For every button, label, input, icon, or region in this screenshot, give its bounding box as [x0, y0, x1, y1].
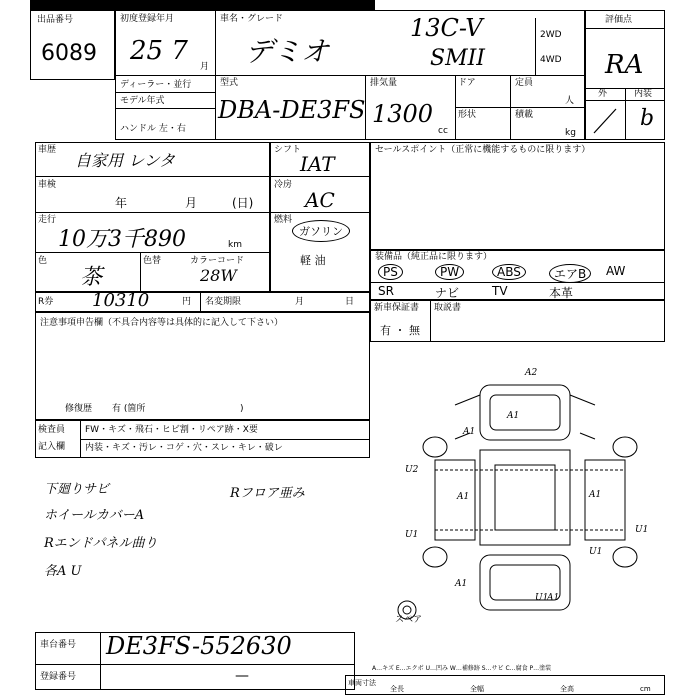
damage-mark-a1-bottom: A1: [547, 593, 560, 603]
inspector-label-1: 検査員: [38, 425, 66, 435]
notes-label: 注意事項申告欄（不具合内容等は具体的に記入して下さい）: [40, 318, 284, 328]
manual-yes-no: 有 ・ 無: [380, 324, 420, 337]
color-change-label: 色替: [143, 256, 162, 266]
damage-mark-a2: A2: [525, 368, 538, 378]
damage-legend: A…キズ E…エクボ U…凹み W…補修跡 S…サビ C…腐食 P…塗装: [372, 665, 552, 672]
recycle-label: R券: [38, 297, 54, 307]
equipment-item: エアB: [549, 264, 591, 283]
door-label: ドア: [458, 78, 476, 88]
handle-label: ハンドル 左・右: [120, 124, 186, 134]
equipment-item: AW: [606, 264, 626, 278]
size-unit: cm: [640, 685, 651, 693]
equipment-item: PW: [435, 264, 464, 280]
displacement-unit: cc: [438, 126, 448, 136]
damage-mark-a1-right: A1: [589, 490, 602, 500]
equipment-item: TV: [492, 284, 508, 298]
grade-sub: SMII: [430, 46, 485, 71]
equipment-item: PS: [378, 264, 403, 280]
dealer-label: ディーラー・並行: [120, 80, 192, 90]
equipment-row-2: [378, 284, 663, 300]
inspector-row-1: FW・キズ・飛石・ヒビ割・リペア跡・X要: [85, 425, 258, 435]
shift-value: IAT: [300, 152, 335, 176]
fuel-value: ガソリン: [292, 220, 350, 242]
equipment-label: 装備品（純正品に限ります）: [375, 252, 493, 262]
lot-number-box: [30, 10, 115, 80]
damage-mark-u1-right: U1: [635, 525, 649, 535]
shaken-year: 年: [115, 196, 128, 210]
damage-mark-a1-rear-left: A1: [455, 579, 468, 589]
usage-value: 自家用 レンタ: [75, 151, 176, 170]
size-label: 車両寸法: [348, 679, 376, 687]
shaken-day: (日): [232, 196, 254, 210]
equipment-item: ナビ: [435, 286, 460, 300]
eval-value: RA: [605, 50, 644, 80]
capacity-unit: 人: [565, 96, 575, 106]
repair-label: 修復歴: [65, 404, 93, 414]
color-label: 色: [38, 256, 48, 266]
first-reg-label: 初度登録年月: [120, 14, 175, 24]
damage-mark-a1-left: A1: [463, 427, 476, 437]
remark-3: Rエンドパネル曲り: [44, 536, 158, 551]
model-label: 車名・グレード: [220, 14, 284, 24]
damage-mark-a1-top: A1: [507, 411, 520, 421]
color-code-label: カラーコード: [190, 256, 245, 266]
shape-label: 形状: [458, 110, 477, 120]
car-diagram-svg: [395, 365, 665, 630]
ac-label: 冷房: [274, 180, 293, 190]
sales-label: セールスポイント（正常に機能するものに限ります）: [375, 145, 591, 155]
reg-value: —: [235, 668, 249, 684]
damage-mark-u1-bottom: U1: [535, 593, 549, 603]
eval-label: 評価点: [605, 15, 633, 25]
manual-value: 取説書: [434, 303, 462, 313]
fuel-label: 燃料: [274, 215, 293, 225]
name-change-label: 名変期限: [205, 297, 242, 307]
ext-label: 外: [598, 89, 608, 99]
recycle-value: 10310: [92, 290, 150, 311]
car-diagram: [395, 365, 665, 630]
displacement-value: 1300: [372, 100, 434, 128]
reg-label: 登録番号: [40, 672, 77, 682]
remark-2: ホイールカバーA: [44, 508, 145, 523]
sales-box: [370, 142, 665, 250]
model-name: デミオ: [245, 35, 330, 68]
height-label: 全高: [560, 685, 574, 693]
length-label: 全長: [390, 685, 404, 693]
load-unit: kg: [565, 128, 576, 138]
color-value: 茶: [80, 265, 103, 290]
grade-value: 13C-V: [410, 14, 483, 42]
inspector-label-2: 記入欄: [38, 442, 66, 452]
equipment-item: ABS: [492, 264, 526, 280]
ext-check-mark: [592, 105, 618, 135]
drive-2wd: 2WD: [540, 30, 562, 40]
drive-4wd: 4WD: [540, 55, 562, 65]
shaken-month: 月: [185, 196, 198, 210]
mileage-value: 10万3千890: [58, 227, 186, 252]
width-label: 全幅: [470, 685, 484, 693]
manual-label: 新車保証書: [374, 303, 420, 313]
remark-1: 下廻りサビ: [44, 482, 110, 497]
model-year-label: モデル年式: [120, 96, 165, 106]
remark-4: 各A U: [44, 564, 82, 579]
equipment-row-1: [378, 264, 663, 280]
int-value: b: [640, 106, 655, 131]
equipment-item: 本革: [549, 286, 574, 300]
damage-mark-u2: U2: [405, 465, 419, 475]
spare-label: スペア: [395, 615, 423, 625]
recycle-unit: 円: [182, 297, 192, 307]
header-bar: [30, 0, 375, 10]
damage-mark-a1-side: A1: [457, 492, 470, 502]
fuel-light: 軽 油: [300, 254, 326, 267]
remark-right: Rフロア亜み: [230, 486, 305, 501]
type-value: DBA-DE3FS: [218, 96, 366, 124]
damage-mark-u1-rear: U1: [589, 547, 603, 557]
capacity-label: 定員: [515, 78, 534, 88]
shift-label: シフト: [274, 145, 302, 155]
name-change-day: 日: [345, 297, 355, 307]
chassis-label: 車台番号: [40, 640, 77, 650]
type-label: 型式: [220, 78, 239, 88]
inspector-row-2: 内装・キズ・汚レ・コゲ・穴・スレ・キレ・破レ: [85, 443, 283, 453]
shaken-label: 車検: [38, 180, 57, 190]
ac-value: AC: [305, 188, 335, 212]
color-code-value: 28W: [200, 266, 237, 285]
damage-mark-u1-left: U1: [405, 530, 419, 540]
first-reg-value: 25 7: [130, 36, 188, 66]
int-label: 内装: [634, 89, 653, 99]
usage-label: 車歴: [38, 145, 57, 155]
recycle-box: [35, 292, 370, 312]
lot-label: 出品番号: [37, 15, 74, 25]
name-change-month: 月: [295, 297, 305, 307]
chassis-value: DE3FS-552630: [106, 632, 292, 660]
load-label: 積載: [515, 110, 534, 120]
repair-value: 有 (箇所: [112, 404, 146, 414]
mileage-unit: km: [228, 240, 242, 250]
first-reg-unit: 月: [200, 62, 210, 72]
mileage-label: 走行: [38, 215, 57, 225]
repair-close: ): [240, 404, 244, 414]
lot-number: 6089: [41, 41, 97, 66]
displacement-label: 排気量: [370, 78, 398, 88]
equipment-item: SR: [378, 284, 394, 298]
